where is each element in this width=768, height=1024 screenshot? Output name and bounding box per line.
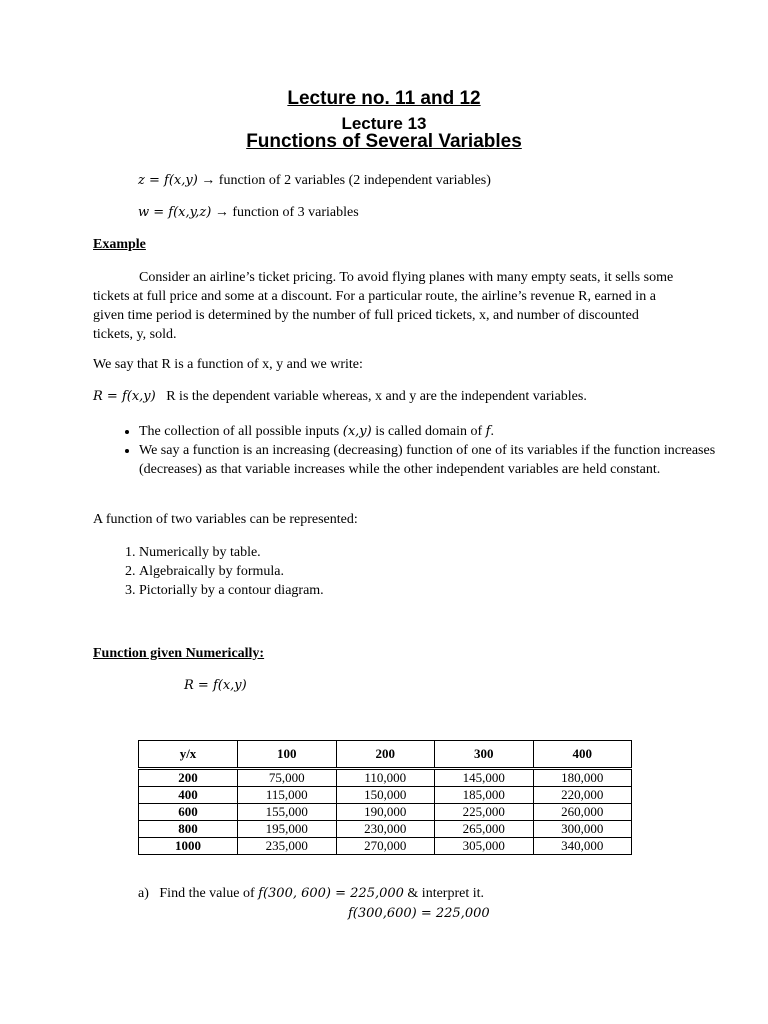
example-paragraph: Consider an airline’s ticket pricing. To avoid flying planes with many empty seats, it sells some tickets at full price and some at a discount. For a particular route, the airline’s revenue R, earned in a given time period is determined by the number of full priced tickets, x, and number of discounted tickets, y, sold. — [93, 270, 674, 342]
represent-item: 2. Algebraically by formula. — [139, 562, 324, 581]
formula-w — [138, 205, 359, 221]
table-cell: 155,000 — [238, 804, 337, 821]
table-row — [139, 838, 632, 855]
bullet-domain-end: . — [490, 424, 494, 439]
question-a — [138, 886, 484, 902]
question-label: a) — [138, 886, 149, 901]
formula-w-math: w = f(x,y,z) — [138, 205, 212, 220]
question-answer: f(300,600) = 225,000 — [348, 906, 490, 921]
bullet-domain — [139, 422, 722, 441]
table-cell: 150,000 — [336, 787, 435, 804]
table-row — [139, 769, 632, 787]
bullet-domain-f: f — [485, 424, 491, 439]
formula-z-math: z = f(x,y) — [138, 173, 198, 188]
table-cell: 195,000 — [238, 821, 337, 838]
table-row — [139, 804, 632, 821]
table-cell: 185,000 — [435, 787, 534, 804]
table-cell: 260,000 — [533, 804, 632, 821]
table-cell: 270,000 — [336, 838, 435, 855]
revenue-formula-math: R = f(x,y) — [93, 389, 156, 404]
bullet-domain-text: The collection of all possible inputs — [139, 424, 343, 439]
topic-title: Functions of Several Variables — [246, 131, 522, 152]
question-text-pre: Find the value of — [159, 886, 259, 901]
table-cell: 300,000 — [533, 821, 632, 838]
table-header-cell: 100 — [238, 741, 337, 769]
revenue-formula-line — [93, 389, 587, 405]
table-cell: 230,000 — [336, 821, 435, 838]
table-cell: 340,000 — [533, 838, 632, 855]
table-cell: 305,000 — [435, 838, 534, 855]
table-cell: 235,000 — [238, 838, 337, 855]
numeric-formula: R = f(x,y) — [184, 678, 247, 693]
table-row-header: 800 — [139, 821, 238, 838]
lecture-title: Lecture no. 11 and 12 — [287, 88, 481, 109]
revenue-table — [138, 740, 632, 855]
table-cell: 75,000 — [238, 769, 337, 787]
table-row-header: 1000 — [139, 838, 238, 855]
bullet-domain-mid: is called domain of — [371, 424, 486, 439]
lecture-subtitle: Lecture 13 — [341, 114, 427, 133]
table-header-cell: 300 — [435, 741, 534, 769]
formula-z — [138, 173, 491, 189]
table-row — [139, 787, 632, 804]
formula-w-text: → function of 3 variables — [211, 205, 359, 220]
table-row — [139, 821, 632, 838]
table-row-header: 400 — [139, 787, 238, 804]
table-header-cell: 400 — [533, 741, 632, 769]
table-cell: 220,000 — [533, 787, 632, 804]
bullet-domain-math: (x,y) — [342, 424, 372, 439]
question-text-post: & interpret it. — [403, 886, 485, 901]
table-cell: 190,000 — [336, 804, 435, 821]
bullet-increasing: • We say a function is an increasing (decreasing) function of one of its variables if the function increases (decreases) as that variable increases while the other independent variables are held constant. — [139, 441, 722, 479]
example-heading: Example — [93, 237, 146, 252]
numeric-heading: Function given Numerically: — [93, 646, 265, 661]
formula-z-text: → function of 2 variables (2 independent variables) — [197, 173, 491, 188]
table-row-header: 600 — [139, 804, 238, 821]
table-header-cell: 200 — [336, 741, 435, 769]
table-cell: 110,000 — [336, 769, 435, 787]
question-math: f(300, 600) = 225,000 — [258, 886, 404, 901]
table-cell: 180,000 — [533, 769, 632, 787]
table-cell: 225,000 — [435, 804, 534, 821]
say-line: We say that R is a function of x, y and we write: — [93, 357, 363, 372]
represent-item: 1. Numerically by table. — [139, 543, 324, 562]
table-cell: 145,000 — [435, 769, 534, 787]
represent-list — [93, 543, 324, 600]
table-cell: 265,000 — [435, 821, 534, 838]
table-cell: 115,000 — [238, 787, 337, 804]
bullet-list — [93, 422, 722, 479]
table-header-cell: y/x — [139, 741, 238, 769]
revenue-formula-text: R is the dependent variable whereas, x and y are the independent variables. — [166, 389, 587, 404]
represent-item: 3. Pictorially by a contour diagram. — [139, 581, 324, 600]
table-header-row — [139, 741, 632, 769]
represent-intro: A function of two variables can be represented: — [93, 512, 358, 527]
table-row-header: 200 — [139, 769, 238, 787]
